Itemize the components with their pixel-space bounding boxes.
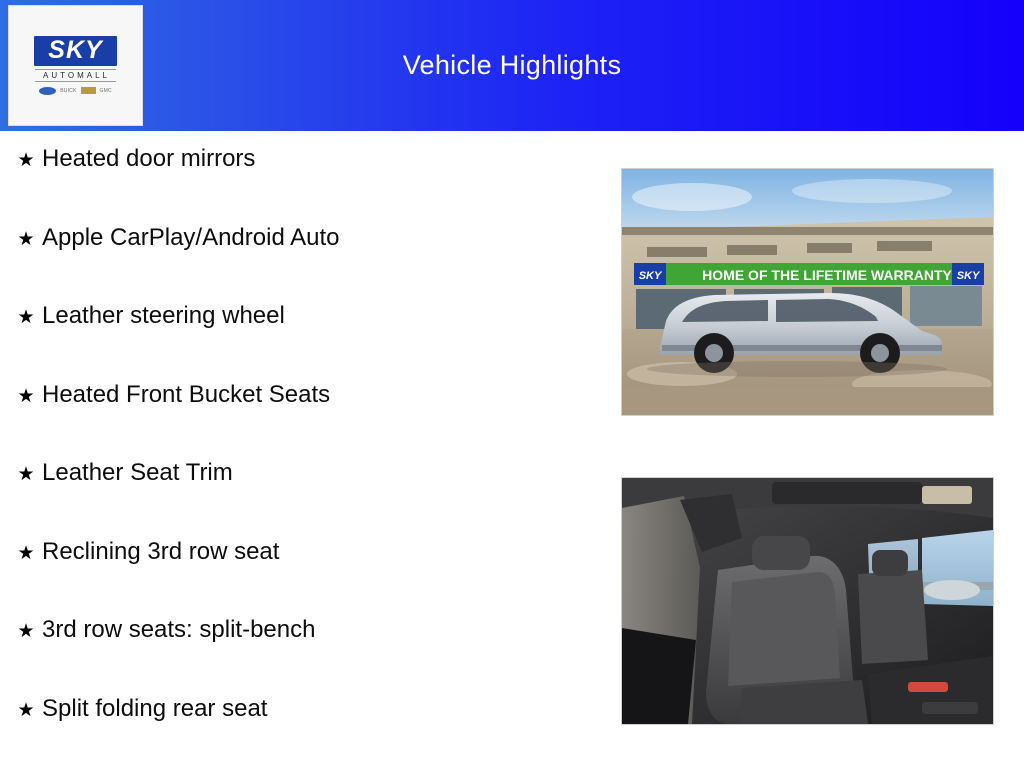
list-item xyxy=(10,304,600,383)
feature-label: 3rd row seats: split-bench xyxy=(42,618,315,642)
feature-label: Heated Front Bucket Seats xyxy=(42,383,330,407)
exterior-photo-graphic xyxy=(622,169,993,415)
list-item xyxy=(10,383,600,462)
svg-text:HOME OF THE LIFETIME WARRANTY: HOME OF THE LIFETIME WARRANTY xyxy=(702,267,952,283)
feature-list xyxy=(10,147,600,775)
star-icon: ★ xyxy=(10,622,42,641)
slide-header xyxy=(0,0,1024,131)
vehicle-interior-photo xyxy=(621,477,994,725)
list-item xyxy=(10,618,600,697)
list-item xyxy=(10,226,600,305)
logo-subtitle: AUTOMALL xyxy=(35,69,116,82)
star-icon: ★ xyxy=(10,387,42,406)
star-icon: ★ xyxy=(10,151,42,170)
logo-inner xyxy=(24,36,128,94)
page-title: Vehicle Highlights xyxy=(0,0,1024,131)
chevrolet-icon xyxy=(81,87,96,94)
slide-body xyxy=(0,131,1024,768)
vehicle-exterior-photo xyxy=(621,168,994,416)
list-item xyxy=(10,461,600,540)
feature-label: Apple CarPlay/Android Auto xyxy=(42,226,340,250)
star-icon: ★ xyxy=(10,230,42,249)
ford-oval-icon xyxy=(39,87,56,95)
svg-text:SKY: SKY xyxy=(957,270,981,282)
interior-photo-graphic xyxy=(622,478,993,724)
list-item xyxy=(10,540,600,619)
feature-label: Heated door mirrors xyxy=(42,147,255,171)
star-icon: ★ xyxy=(10,544,42,563)
list-item xyxy=(10,697,600,775)
logo-wordmark: SKY xyxy=(34,36,116,65)
logo-brand-row xyxy=(39,87,112,95)
svg-text:SKY: SKY xyxy=(639,270,663,282)
feature-label: Leather Seat Trim xyxy=(42,461,233,485)
brand-text-1: BUICK xyxy=(60,88,76,94)
feature-label: Split folding rear seat xyxy=(42,697,267,721)
brand-text-2: GMC xyxy=(100,88,112,94)
dealer-logo xyxy=(8,5,143,126)
star-icon: ★ xyxy=(10,701,42,720)
star-icon: ★ xyxy=(10,465,42,484)
feature-label: Leather steering wheel xyxy=(42,304,285,328)
feature-label: Reclining 3rd row seat xyxy=(42,540,279,564)
star-icon: ★ xyxy=(10,308,42,327)
list-item xyxy=(10,147,600,226)
